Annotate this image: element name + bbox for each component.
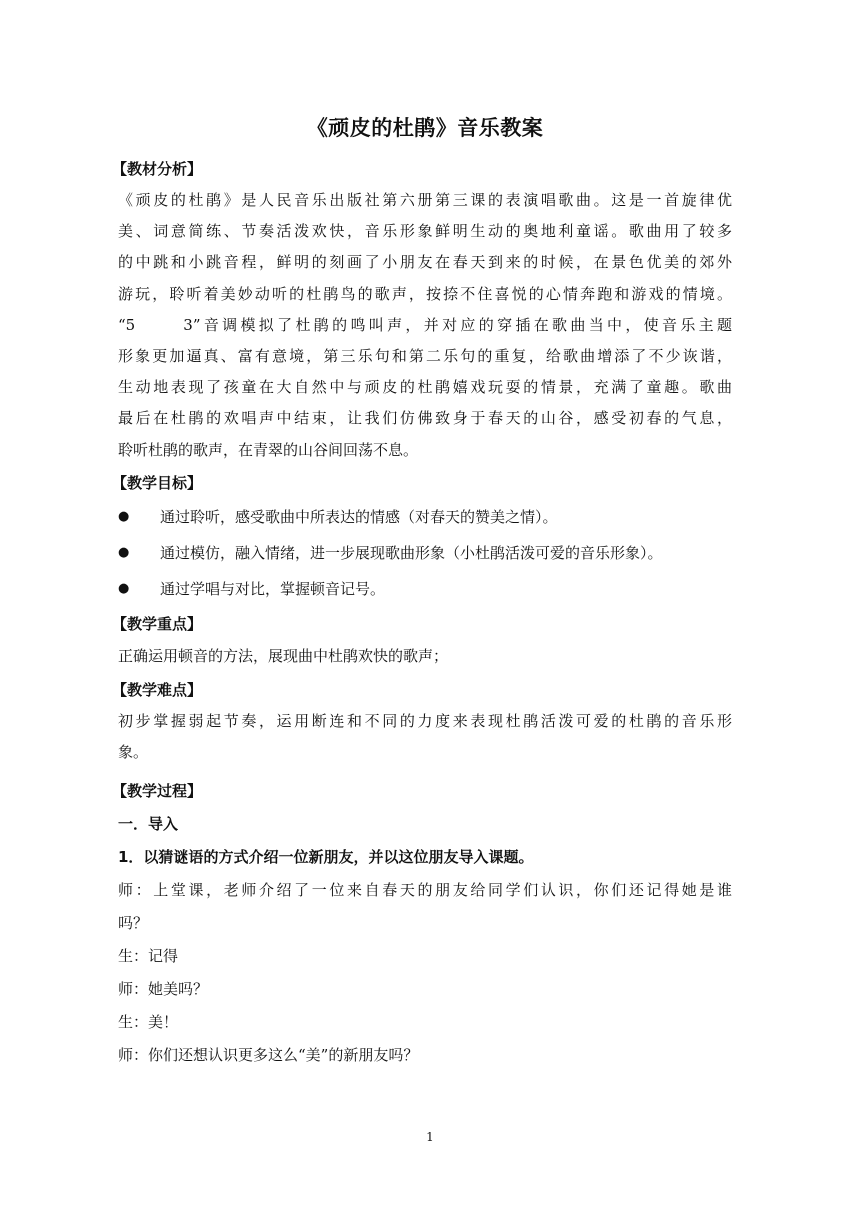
paragraph-line: 最后在杜鹃的欢唱声中结束，让我们仿佛致身于春天的山谷，感受初春的气息， (118, 409, 732, 428)
goal-item (118, 571, 732, 607)
section-heading-analysis: 【教材分析】 (112, 160, 203, 178)
dialogue-line: 吗？ (118, 914, 149, 933)
analysis-paragraph (118, 185, 732, 466)
bullet-icon: ● (118, 544, 130, 560)
paragraph-line: 《顽皮的杜鹃》是人民音乐出版社第六册第三课的表演唱歌曲。这是一首旋律优 (118, 191, 732, 209)
paragraph-line: 初步掌握弱起节奏，运用断连和不同的力度来表现杜鹃活泼可爱的杜鹃的音乐形 (118, 711, 732, 730)
bullet-icon: ● (118, 508, 130, 524)
paragraph-line: 象。 (118, 743, 149, 762)
dialogue-first (118, 874, 732, 940)
section-heading-process: 【教学过程】 (112, 782, 203, 801)
dialogue-line: 生：美！ (118, 1013, 179, 1032)
paragraph-line: 生动地表现了孩童在大自然中与顽皮的杜鹃嬉戏玩耍的情景，充满了童趣。歌曲 (118, 378, 732, 397)
step-one-heading: 一．导入 (118, 815, 179, 834)
page-number: 1 (426, 1130, 434, 1144)
document-body (112, 112, 732, 1072)
document-title: 《顽皮的杜鹃》音乐教案 (306, 116, 544, 140)
paragraph-line: 游玩，聆听着美妙动听的杜鹃鸟的歌声，按捺不住喜悦的心情奔跑和游戏的情境。 (118, 284, 732, 303)
goal-text: 通过学唱与对比，掌握顿音记号。 (160, 579, 386, 598)
key-point-text: 正确运用顿音的方法，展现曲中杜鹃欢快的歌声； (118, 646, 449, 665)
dialogue-line: 师：她美吗？ (118, 980, 209, 999)
goal-item (118, 535, 732, 571)
step-one-subheading: 1．以猜谜语的方式介绍一位新朋友，并以这位朋友导入课题。 (118, 848, 534, 867)
dialogue-line: 生：记得 (118, 947, 179, 966)
paragraph-line: “5 3”音调模拟了杜鹃的鸣叫声，并对应的穿插在歌曲当中，使音乐主题 (118, 315, 732, 334)
dialogue-line: 师：你们还想认识更多这么“美”的新朋友吗？ (118, 1046, 419, 1065)
bullet-icon: ● (118, 580, 130, 596)
difficulty-paragraph (118, 706, 732, 768)
section-heading-key: 【教学重点】 (112, 614, 203, 633)
paragraph-line: 形象更加逼真、富有意境，第三乐句和第二乐句的重复，给歌曲增添了不少诙谐， (118, 347, 732, 366)
paragraph-line: 美、词意简练、节奏活泼欢快，音乐形象鲜明生动的奥地利童谣。歌曲用了较多 (118, 222, 732, 241)
paragraph-line: 聆听杜鹃的歌声，在青翠的山谷间回荡不息。 (118, 440, 419, 459)
paragraph-line: 的中跳和小跳音程，鲜明的刻画了小朋友在春天到来的时候，在景色优美的郊外 (118, 253, 732, 272)
goal-text: 通过聆听，感受歌曲中所表达的情感（对春天的赞美之情）。 (160, 507, 558, 526)
section-heading-goals: 【教学目标】 (112, 473, 203, 492)
section-heading-difficulty: 【教学难点】 (112, 680, 203, 699)
goal-item (118, 499, 732, 535)
goal-text: 通过模仿，融入情绪，进一步展现歌曲形象（小杜鹃活泼可爱的音乐形象）。 (160, 543, 663, 562)
dialogue-line: 师：上堂课，老师介绍了一位来自春天的朋友给同学们认识，你们还记得她是谁 (118, 881, 732, 900)
